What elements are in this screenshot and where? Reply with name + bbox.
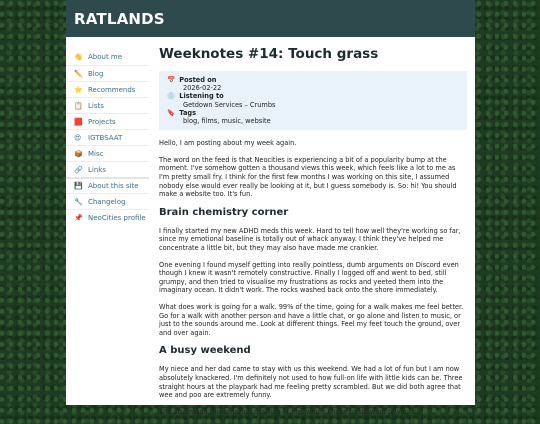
sidebar-item-recommends[interactable]	[66, 81, 149, 97]
page-frame	[66, 0, 475, 416]
link-icon: 🔗	[74, 165, 83, 174]
sidebar-item-about-me[interactable]	[66, 49, 149, 65]
cd-icon: 💿	[167, 92, 176, 101]
floppy-disk-icon: 💾	[74, 182, 83, 190]
bookmark-icon: 🔖	[167, 108, 176, 117]
section-heading-busy-weekend: A busy weekend	[159, 345, 251, 357]
sidebar-item-label: IGTBSAAT	[88, 133, 123, 142]
listening-label-row	[167, 92, 459, 100]
sidebar-item-label: NeoCities profile	[88, 213, 146, 222]
posted-label: Posted on	[179, 76, 217, 84]
posted-date: 2026-02-22	[183, 84, 222, 93]
sidebar-item-label: About this site	[88, 182, 139, 190]
sidebar-item-label: Projects	[88, 117, 116, 126]
page-body	[66, 37, 475, 416]
sidebar-item-links[interactable]	[66, 161, 149, 177]
sidebar-item-label: Links	[88, 165, 106, 174]
section1-paragraph: I finally started my new ADHD meds this week. Hard to tell how well they're working so far, since my emotional baseline is totally out of whack anyway. I think they've helped me concentrate a little bit, but they may also have made me crankier.	[159, 226, 461, 252]
listening-value: Getdown Services – Crumbs	[183, 100, 276, 109]
sidebar-item-label: Recommends	[88, 85, 136, 94]
sidebar-item-neocities-profile[interactable]	[66, 209, 149, 225]
sidebar-item-label: Blog	[88, 69, 104, 78]
heart-eyes-icon: 😍	[74, 133, 82, 142]
tags-label-row	[167, 109, 459, 117]
clipboard-icon: 📋	[74, 101, 83, 110]
sidebar-item-lists[interactable]	[66, 97, 149, 113]
star-icon: ⭐	[74, 85, 83, 94]
tags-label: Tags	[179, 108, 197, 117]
sidebar-item-label: About me	[88, 53, 123, 61]
posted-label-row	[167, 76, 459, 84]
section1-paragraph: One evening I found myself getting into really pointless, dumb arguments on Discord even though I knew it wasn't remotely constructive. Finally I logged off and went to bed, still grumpy, and then tried to visualise my frustrations as rocks and yeeted them into the imaginary ocean. It didn't work. The rocks washed back onto the shore immediately.	[159, 260, 459, 295]
section1-paragraph: What does work is going for a walk. 99% of the time, going for a walk makes me feel better. Go for a walk with another person and have a little chat, or go alone and listen to music, or just to the sounds around me. Look at different things. Feel my feet touch the ground, over and over again.	[159, 302, 464, 337]
sidebar-item-label: Lists	[88, 101, 104, 110]
post-title: Weeknotes #14: Touch grass	[159, 46, 379, 62]
sidebar-item-label: Changelog	[88, 197, 126, 206]
sidebar-nav	[66, 49, 149, 225]
section2-paragraph: My niece and her dad came to stay with us this weekend. We had a lot of fun but I am now absolutely knackered. I'm definitely not used to how full-on life with little kids can be. Three straight hours at the playpark had me feeling pretty scrambled. But we did both agree that wee and poo are extremely funny.	[159, 365, 463, 400]
pushpin-icon: 📌	[74, 213, 83, 222]
section2-paragraph: She also made this amazing drawing of me, which I have to show off to you all:	[159, 407, 421, 416]
waving-hand-icon: 👋	[74, 53, 83, 61]
wrench-icon: 🔧	[74, 197, 83, 206]
sidebar-item-changelog[interactable]	[66, 193, 149, 209]
section-heading-brain-chemistry: Brain chemistry corner	[159, 206, 289, 218]
post-meta-box	[159, 71, 467, 130]
main-content	[159, 46, 467, 424]
sidebar-item-igtbsaat[interactable]	[66, 129, 149, 145]
site-header	[66, 0, 475, 37]
tags-value: blog, films, music, website	[183, 117, 271, 126]
intro-paragraph: Hello, I am posting about my week again.	[159, 139, 297, 148]
sidebar-item-misc[interactable]	[66, 145, 149, 161]
sidebar-item-blog[interactable]	[66, 65, 149, 81]
listening-label: Listening to	[179, 92, 224, 101]
pencil-icon: ✏️	[74, 69, 83, 78]
intro-paragraph: The word on the feed is that Neocities is experiencing a bit of a popularity bump at the moment. I've somehow gotten a thousand views this week, which feels like a lot to me as I'm pretty small fry. I think for the first few months I was working on this site, I assumed nobody else would ever really be looking at it, but I guess somebody is. So: hi! You should make a website too. It's fun.	[159, 155, 457, 199]
sidebar-item-label: Misc	[88, 149, 104, 158]
box-icon: 📦	[74, 149, 83, 158]
site-title[interactable]: RATLANDS	[74, 10, 165, 28]
calendar-icon: 📅	[167, 76, 176, 84]
red-square-icon: 🟥	[74, 117, 83, 126]
sidebar-item-projects[interactable]	[66, 113, 149, 129]
sidebar-item-about-this-site[interactable]	[66, 177, 149, 193]
